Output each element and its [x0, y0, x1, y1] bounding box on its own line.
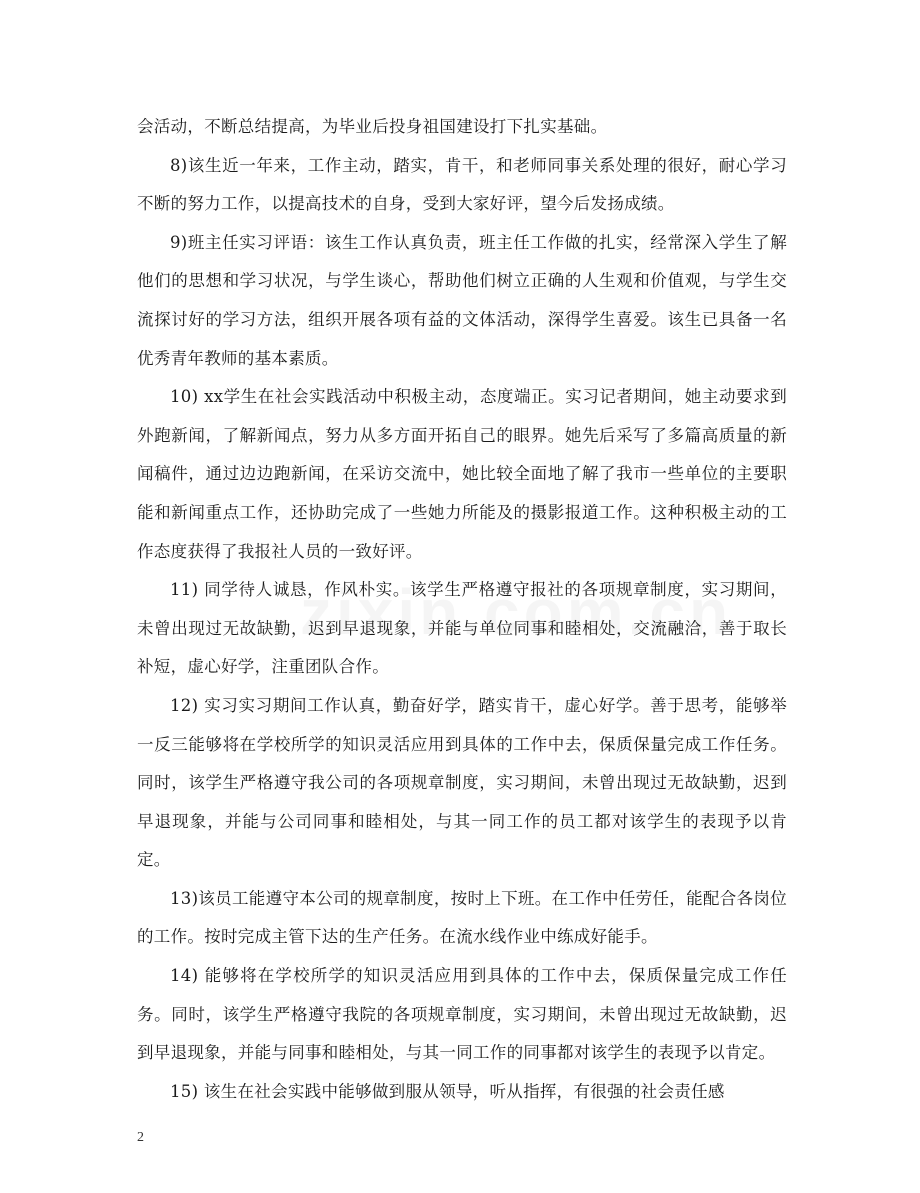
paragraph-15: 15) 该生在社会实践中能够做到服从领导，听从指挥，有很强的社会责任感	[170, 1081, 725, 1101]
paragraph-11: 11) 同学待人诚恳，作风朴实。该学生严格遵守报社的各项规章制度，实习期间，未曾出现过无故缺勤，迟到早退现象，并能与单位同事和睦相处，交流融洽，善于取长补短，虚心好学，注重团队合作。	[137, 580, 787, 677]
paragraph-12: 12) 实习实习期间工作认真，勤奋好学，踏实肯干，虚心好学。善于思考，能够举一反三能够将在学校所学的知识灵活应用到具体的工作中去，保质保量完成工作任务。同时，该学生严格遵守我公司的各项规章制度，实习期间，未曾出现过无故缺勤，迟到早退现象，并能与公司同事和睦相处，与其一同工作的员工都对该学生的表现予以肯定。	[137, 695, 787, 870]
paragraph-continued: 会活动，不断总结提高，为毕业后投身祖国建设打下扎实基础。	[137, 117, 608, 136]
document-body	[137, 108, 787, 1111]
paragraph-14: 14) 能够将在学校所学的知识灵活应用到具体的工作中去，保质保量完成工作任务。同时，该学生严格遵守我院的各项规章制度，实习期间，未曾出现过无故缺勤，迟到早退现象，并能与同事和睦相处，与其一同工作的同事都对该学生的表现予以肯定。	[137, 966, 787, 1063]
paragraph-8: 8)该生近一年来，工作主动，踏实，肯干，和老师同事关系处理的很好，耐心学习不断的努力工作，以提高技术的自身，受到大家好评，望今后发扬成绩。	[137, 155, 787, 214]
paragraph-13: 13)该员工能遵守本公司的规章制度，按时上下班。在工作中任劳任，能配合各岗位的工作。按时完成主管下达的生产任务。在流水线作业中练成好能手。	[137, 888, 787, 947]
page-number: 2	[137, 1130, 144, 1145]
paragraph-9: 9)班主任实习评语：该生工作认真负责，班主任工作做的扎实，经常深入学生了解他们的思想和学习状况，与学生谈心，帮助他们树立正确的人生观和价值观，与学生交流探讨好的学习方法，组织开展各项有益的文体活动，深得学生喜爱。该生已具备一名优秀青年教师的基本素质。	[137, 232, 787, 368]
paragraph-10: 10) xx学生在社会实践活动中积极主动，态度端正。实习记者期间，她主动要求到外跑新闻，了解新闻点，努力从多方面开拓自己的眼界。她先后采写了多篇高质量的新闻稿件，通过边边跑新闻，在采访交流中，她比较全面地了解了我市一些单位的主要职能和新闻重点工作，还协助完成了一些她力所能及的摄影报道工作。这种积极主动的工作态度获得了我报社人员的一致好评。	[137, 387, 787, 561]
